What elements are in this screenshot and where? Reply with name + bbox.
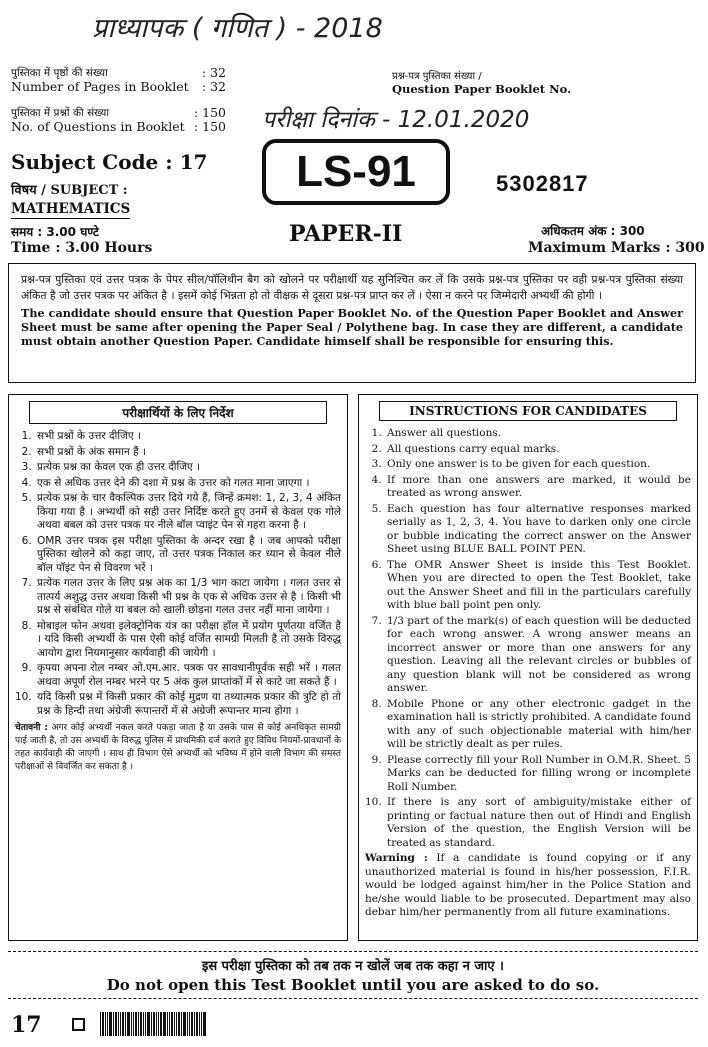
booklet-pages-info <box>11 66 226 94</box>
english-warning-label: Warning : <box>365 852 428 864</box>
hindi-instruction-item: 5. प्रत्येक प्रश्न के चार वैकल्पिक उत्तर दिये गये हैं, जिन्हें क्रमश: 1, 2, 3, 4 अंकित किया गया है । अभ्यर्थी को सही उत्तर निर्दिष्ट करते हुए उनमें से केवल एक गोले अथवा बबल को उत्तर पत्रक पर नीले बॉल प्वाइंट पेन से गहरा करना है । <box>35 492 341 533</box>
english-instruction-item: 10. If there is any sort of ambiguity/mistake either of printing or factual nature then out of Hindi and English Version of the question, the English Version will be treated as standard. <box>385 796 691 850</box>
hindi-instruction-item: 3. प्रत्येक प्रश्न का केवल एक ही उत्तर दीजिए । <box>35 461 341 475</box>
questions-value-en: : 150 <box>193 119 226 134</box>
english-warning-text: If a candidate is found copying or if any unauthorized material is found in his/her possession, F.I.R. would be lodged against him/her in the Police Station and he/she would liable to be prosecuted. Department may also debar him/her permanently from all future examinations. <box>365 852 691 918</box>
notice-hi: प्रश्न-पत्र पुस्तिका एवं उत्तर पत्रक के पेपर सील/पॉलिथीन बैग को खोलने पर परीक्षार्थी यह सुनिश्चित कर लें कि उसके प्रश्न-पत्र पुस्तिका पर वही प्रश्न-पत्र पुस्तिका संख्या अंकित है जो उत्तर पत्रक पर अंकित है । इसमें कोई भिन्नता हो तो वीक्षक से दूसरा प्रश्न-पत्र प्राप्त कर लें । ऐसा न करने पर जिम्मेदारी अभ्यर्थी की होगी । <box>21 273 683 302</box>
booklet-no-label-en: Question Paper Booklet No. <box>392 82 572 96</box>
pages-label-en: Number of Pages in Booklet <box>11 79 189 94</box>
hindi-instruction-item: 7. प्रत्येक गलत उत्तर के लिए प्रश्न अंक का 1/3 भाग काटा जायेगा । गलत उत्तर से तात्पर्य अशुद्ध उत्तर अथवा किसी भी प्रश्न के एक से अधिक उत्तर से है । किसी भी प्रश्न से संबंधित गोले या बबल को खाली छोड़ना गलत उत्तर नहीं माना जायेगा । <box>35 577 341 618</box>
hindi-instructions-list <box>15 430 341 718</box>
hindi-instruction-item: 10. यदि किसी प्रश्न में किसी प्रकार की कोई मुद्रण या तथ्यात्मक प्रकार की त्रुटि हो तो प्रश्न के हिन्दी तथा अंग्रेजी रूपान्तरों में से अंग्रेजी रूपान्तर मान्य होगा । <box>35 691 341 718</box>
english-instruction-item: 1. Answer all questions. <box>385 427 691 441</box>
english-instructions <box>358 394 698 941</box>
hindi-instruction-item: 8. मोबाइल फोन अथवा इलेक्ट्रोनिक यंत्र का परीक्षा हॉल में प्रयोग पूर्णतया वर्जित है । यदि किसी अभ्यर्थी के पास ऐसी कोई वर्जित सामग्री मिलती है तो उसके विरुद्ध आयोग द्वारा नियमानुसार कार्यवाही की जायेगी । <box>35 620 341 661</box>
notice-en: The candidate should ensure that Question Paper Booklet No. of the Question Paper Booklet and Answer Sheet must be same after opening the Paper Seal / Polythene bag. In case they are different, a candidate must obtain another Question Paper. Candidate himself shall be responsible for ensuring this. <box>21 306 683 348</box>
english-warning <box>365 852 691 920</box>
hindi-instruction-item: 9. कृपया अपना रोल नम्बर ओ.एम.आर. पत्रक पर सावधानीपूर्वक सही भरें । गलत अथवा अपूर्ण रोल नम्बर भरने पर 5 अंक कुल प्राप्तांकों में से काटे जा सकते हैं । <box>35 662 341 689</box>
max-marks-en: Maximum Marks : 300 <box>528 240 705 256</box>
questions-value: : 150 <box>193 105 226 120</box>
time-en: Time : 3.00 Hours <box>11 240 153 256</box>
pages-value: : 32 <box>201 65 226 80</box>
hindi-instruction-item: 2. सभी प्रश्नों के अंक समान हैं । <box>35 446 341 460</box>
subject-code: Subject Code : 17 <box>11 150 208 174</box>
footer-notice <box>8 951 698 999</box>
pages-label-hi: पुस्तिका में पृष्ठों की संख्या <box>11 67 108 79</box>
english-instruction-item: 2. All questions carry equal marks. <box>385 443 691 457</box>
barcode <box>100 1012 207 1036</box>
paper-name: PAPER-II <box>289 221 403 247</box>
hindi-instruction-item: 6. OMR उत्तर पत्रक इस परीक्षा पुस्तिका के अन्दर रखा है । जब आपको परीक्षा पुस्तिका खोलने को कहा जाए, तो उत्तर पत्रक निकाल कर ध्यान से केवल नीले बॉल पॉइंट पेन से विवरण भरें । <box>35 535 341 576</box>
booklet-no-label <box>392 70 571 96</box>
hindi-instructions-title: परीक्षार्थियों के लिए निर्देश <box>29 401 327 424</box>
handwritten-title: प्राध्यापक ( गणित ) - 2018 <box>92 13 383 44</box>
max-marks-hi: अधिकतम अंक : 300 <box>541 224 645 238</box>
notice-box <box>8 263 696 383</box>
hindi-instructions <box>8 394 348 941</box>
checkbox-marker <box>72 1018 85 1031</box>
english-instructions-list <box>365 427 691 850</box>
pages-value-en: : 32 <box>201 79 226 94</box>
english-instruction-item: 9. Please correctly fill your Roll Number in O.M.R. Sheet. 5 Marks can be deducted for filling wrong or incomplete Roll Number. <box>385 754 691 795</box>
hindi-instruction-item: 4. एक से अधिक उत्तर देने की दशा में प्रश्न के उत्तर को गलत माना जाएगा । <box>35 477 341 491</box>
english-instruction-item: 6. The OMR Answer Sheet is inside this Test Booklet. When you are directed to open the Test Booklet, take out the Answer Sheet and fill in the particulars carefully with blue ball point pen only. <box>385 559 691 613</box>
handwritten-exam-date: परीक्षा दिनांक - 12.01.2020 <box>262 107 530 133</box>
paper-code-box: LS-91 <box>262 139 450 205</box>
hindi-warning-text: अगर कोई अभ्यर्थी नकल करते पकड़ा जाता है या उसके पास से कोई अनधिकृत सामग्री पाई जाती है, तो उस अभ्यर्थी के विरुद्ध पुलिस में प्राथमिकी दर्ज कराते हुए विविध नियमों-प्रावधानों के तहत कार्यवाही की जाएगी । साथ ही विभाग ऐसे अभ्यर्थी को भविष्य में होने वाली विभाग की समस्त परीक्षाओं से विवर्जित कर सकता है । <box>15 723 341 772</box>
english-instructions-title: INSTRUCTIONS FOR CANDIDATES <box>379 401 677 421</box>
booklet-number: 5302817 <box>496 171 589 196</box>
booklet-questions-info <box>11 106 226 134</box>
subject-label: विषय / SUBJECT : <box>11 183 128 198</box>
footer-hi: इस परीक्षा पुस्तिका को तब तक न खोलें जब तक कहा न जाए । <box>201 959 504 974</box>
subject-name: MATHEMATICS <box>11 201 131 217</box>
english-instruction-item: 3. Only one answer is to be given for each question. <box>385 458 691 472</box>
english-instruction-item: 7. 1/3 part of the mark(s) of each question will be deducted for each wrong answer. A wrong answer means an incorrect answer or more than one answers for any question. Leaving all the relevant circles or bubbles of any question blank will not be considered as wrong answer. <box>385 615 691 696</box>
footer-subject-code: 17 <box>11 1012 42 1038</box>
english-instruction-item: 4. If more than one answers are marked, it would be treated as wrong answer. <box>385 474 691 501</box>
questions-label-hi: पुस्तिका में प्रश्नों की संख्या <box>11 107 110 119</box>
hindi-warning <box>15 722 341 774</box>
footer-en: Do not open this Test Booklet until you are asked to do so. <box>106 976 600 994</box>
hindi-warning-label: चेतावनी : <box>15 723 48 733</box>
hindi-instruction-item: 1. सभी प्रश्नों के उत्तर दीजिए । <box>35 430 341 444</box>
questions-label-en: No. of Questions in Booklet <box>11 119 185 134</box>
time-hi: समय : 3.00 घण्टे <box>11 225 99 239</box>
english-instruction-item: 8. Mobile Phone or any other electronic gadget in the examination hall is strictly prohibited. A candidate found with any of such objectionable material with him/her will be strictly dealt as per rules. <box>385 698 691 752</box>
english-instruction-item: 5. Each question has four alternative responses marked serially as 1, 2, 3, 4. You have to darken only one circle or bubble indicating the correct answer on the Answer Sheet using BLUE BALL POINT PEN. <box>385 503 691 557</box>
booklet-no-label-hi: प्रश्न-पत्र पुस्तिका संख्या / <box>392 71 482 82</box>
